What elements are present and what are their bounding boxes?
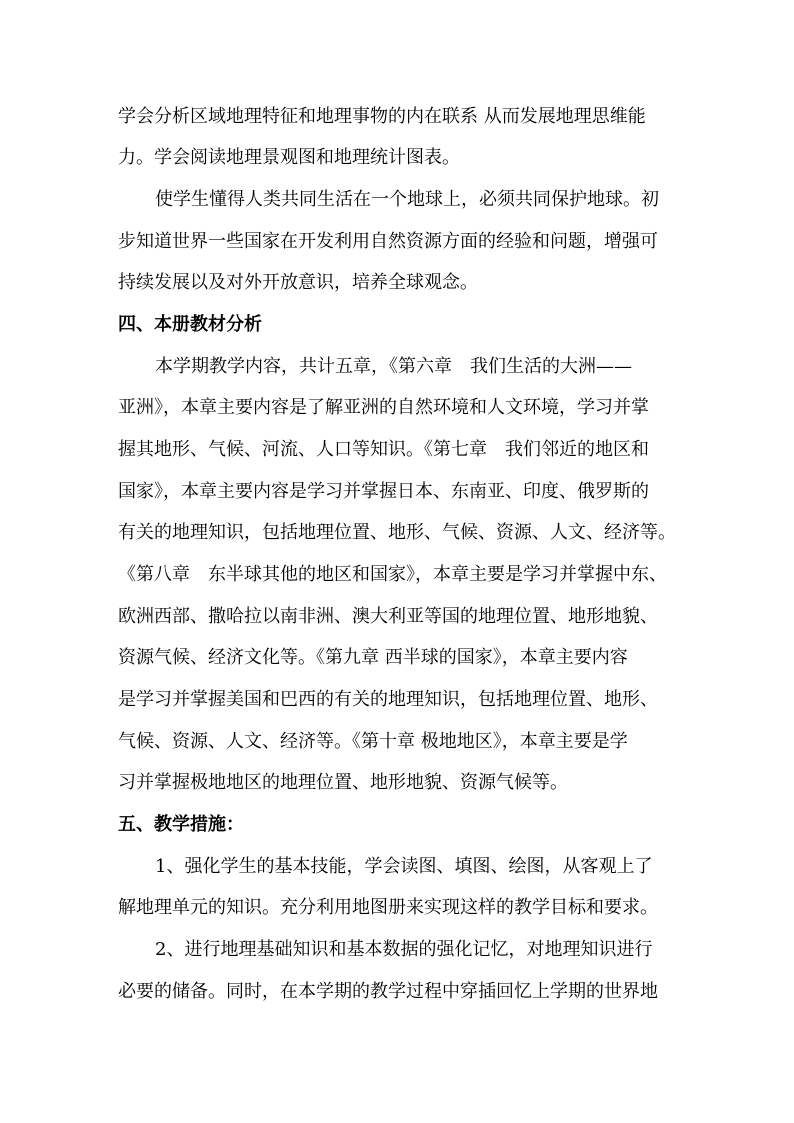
text-line: 本学期教学内容，共计五章，《第六章 我们生活的大洲——	[155, 356, 632, 377]
text-line: 《第八章 东半球其他的地区和国家》，本章主要是学习并掌握中东、	[118, 564, 667, 585]
text-line: 1、强化学生的基本技能，学会读图、填图、绘图，从客观上了	[155, 856, 653, 877]
section-heading: 五、教学措施：	[118, 814, 244, 835]
text-line: 气候、资源、人文、经济等。《第十章 极地地区》，本章主要是学	[118, 731, 628, 752]
text-line: 国家》，本章主要内容是学习并掌握日本、东南亚、印度、俄罗斯的	[118, 481, 649, 502]
text-line: 力。学会阅读地理景观图和地理统计图表。	[118, 147, 460, 168]
text-line: 欧洲西部、撒哈拉以南非洲、澳大利亚等国的地理位置、地形地貌、	[118, 606, 658, 627]
text-line: 亚洲》，本章主要内容是了解亚洲的自然环境和人文环境，学习并掌	[118, 397, 649, 418]
text-line: 握其地形、气候、河流、人口等知识。《第七章 我们邻近的地区和	[118, 439, 649, 460]
section-heading: 四、本册教材分析	[118, 314, 262, 335]
text-line: 解地理单元的知识。充分利用地图册来实现这样的教学目标和要求。	[118, 897, 658, 918]
text-line: 有关的地理知识，包括地理位置、地形、气候、资源、人文、经济等。	[118, 522, 676, 543]
text-line: 习并掌握极地地区的地理位置、地形地貌、资源气候等。	[118, 772, 568, 793]
text-line: 必要的储备。同时，在本学期的教学过程中穿插回忆上学期的世界地	[118, 981, 658, 1002]
text-line: 资源气候、经济文化等。《第九章 西半球的国家》，本章主要内容	[118, 647, 628, 668]
text-line: 是学习并掌握美国和巴西的有关的地理知识，包括地理位置、地形、	[118, 689, 658, 710]
text-line: 持续发展以及对外开放意识，培养全球观念。	[118, 272, 478, 293]
text-line: 步知道世界一些国家在开发利用自然资源方面的经验和问题，增强可	[118, 231, 658, 252]
text-line: 使学生懂得人类共同生活在一个地球上，必须共同保护地球。初	[155, 189, 659, 210]
text-line: 学会分析区域地理特征和地理事物的内在联系 从而发展地理思维能	[118, 106, 646, 127]
text-line: 2、进行地理基础知识和基本数据的强化记忆，对地理知识进行	[155, 939, 653, 960]
